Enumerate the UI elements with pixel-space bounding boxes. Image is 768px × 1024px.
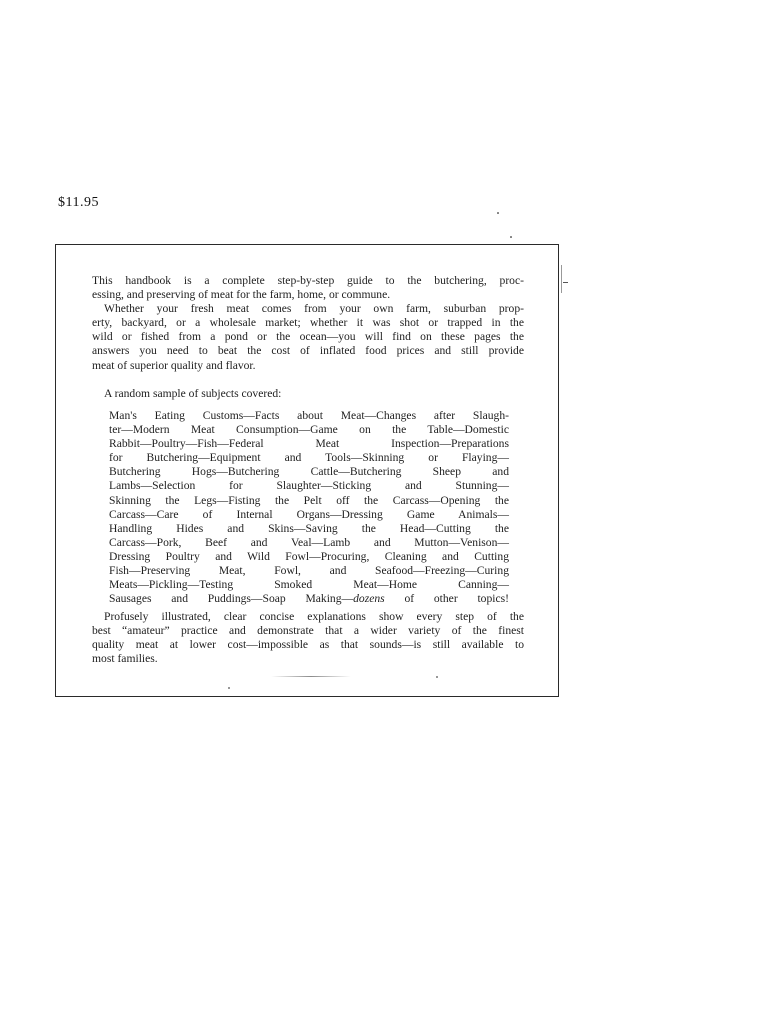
source-line: answers you need to beat the cost of inflated food prices and still provide [92, 344, 524, 358]
closing-line: Profusely illustrated, clear concise explanations show every step of the [104, 610, 524, 623]
source-line: Whether your fresh meat comes from your own farm, suburban prop- [104, 302, 524, 316]
subjects-last-line [109, 592, 509, 606]
subjects-last-before: Sausages and Puddings—Soap Making— [109, 592, 354, 606]
subjects-line: Meats—Pickling—Testing Smoked Meat—Home Canning— [109, 578, 509, 592]
price-label: $11.95 [58, 195, 99, 210]
sample-heading-text: A random sample of subjects covered: [104, 387, 282, 400]
closing-paragraph [92, 610, 524, 666]
subjects-line: Rabbit—Poultry—Fish—Federal Meat Inspection—Preparations [109, 437, 509, 451]
subjects-last-emphasis: dozens [353, 592, 385, 606]
subjects-line: Handling Hides and Skins—Saving the Head—Cutting the [109, 521, 509, 535]
subjects-last-after: of other topics! [384, 592, 509, 606]
closing-line: best “amateur” practice and demonstrate that a wider variety of the finest [92, 624, 524, 638]
subjects-line: Man's Eating Customs—Facts about Meat—Changes after Slaugh- [109, 409, 509, 422]
subjects-line: Butchering Hogs—Butchering Cattle—Butchering Sheep and [109, 465, 509, 479]
subjects-paragraph [109, 409, 509, 606]
scan-speck [228, 687, 230, 689]
subjects-line: Fish—Preserving Meat, Fowl, and Seafood—Freezing—Curing [109, 564, 509, 578]
source-line: wild or fished from a pond or the ocean—you will find on these pages the [92, 330, 524, 344]
scan-mark [563, 282, 568, 283]
subjects-line: Dressing Poultry and Wild Fowl—Procuring, Cleaning and Cutting [109, 549, 509, 563]
sample-heading [104, 387, 524, 401]
back-cover-blurb-box [55, 244, 559, 697]
subjects-line: Carcass—Care of Internal Organs—Dressing Game Animals— [109, 507, 509, 521]
scan-speck [497, 212, 499, 214]
closing-line: most families. [92, 652, 158, 666]
scan-mark [561, 265, 562, 293]
closing-line: quality meat at lower cost—impossible as that sounds—is still available to [92, 638, 524, 652]
subjects-line: Lambs—Selection for Slaughter—Sticking and Stunning— [109, 479, 509, 493]
intro-line: This handbook is a complete step-by-step guide to the butchering, proc- [92, 274, 524, 287]
scan-speck [436, 676, 438, 678]
intro-paragraph [92, 274, 524, 373]
source-line: erty, backyard, or a wholesale market; whether it was shot or trapped in the [92, 316, 524, 330]
subjects-line: Carcass—Pork, Beef and Veal—Lamb and Mutton—Venison— [109, 535, 509, 549]
subjects-line: ter—Modern Meat Consumption—Game on the Table—Domestic [109, 423, 509, 437]
subjects-line: for Butchering—Equipment and Tools—Skinning or Flaying— [109, 451, 509, 465]
subjects-line: Skinning the Legs—Fisting the Pelt off the Carcass—Opening the [109, 493, 509, 507]
scan-smudge [271, 676, 351, 677]
scan-speck [510, 236, 512, 238]
source-line: meat of superior quality and flavor. [92, 358, 256, 372]
intro-line: essing, and preserving of meat for the farm, home, or commune. [92, 288, 391, 302]
